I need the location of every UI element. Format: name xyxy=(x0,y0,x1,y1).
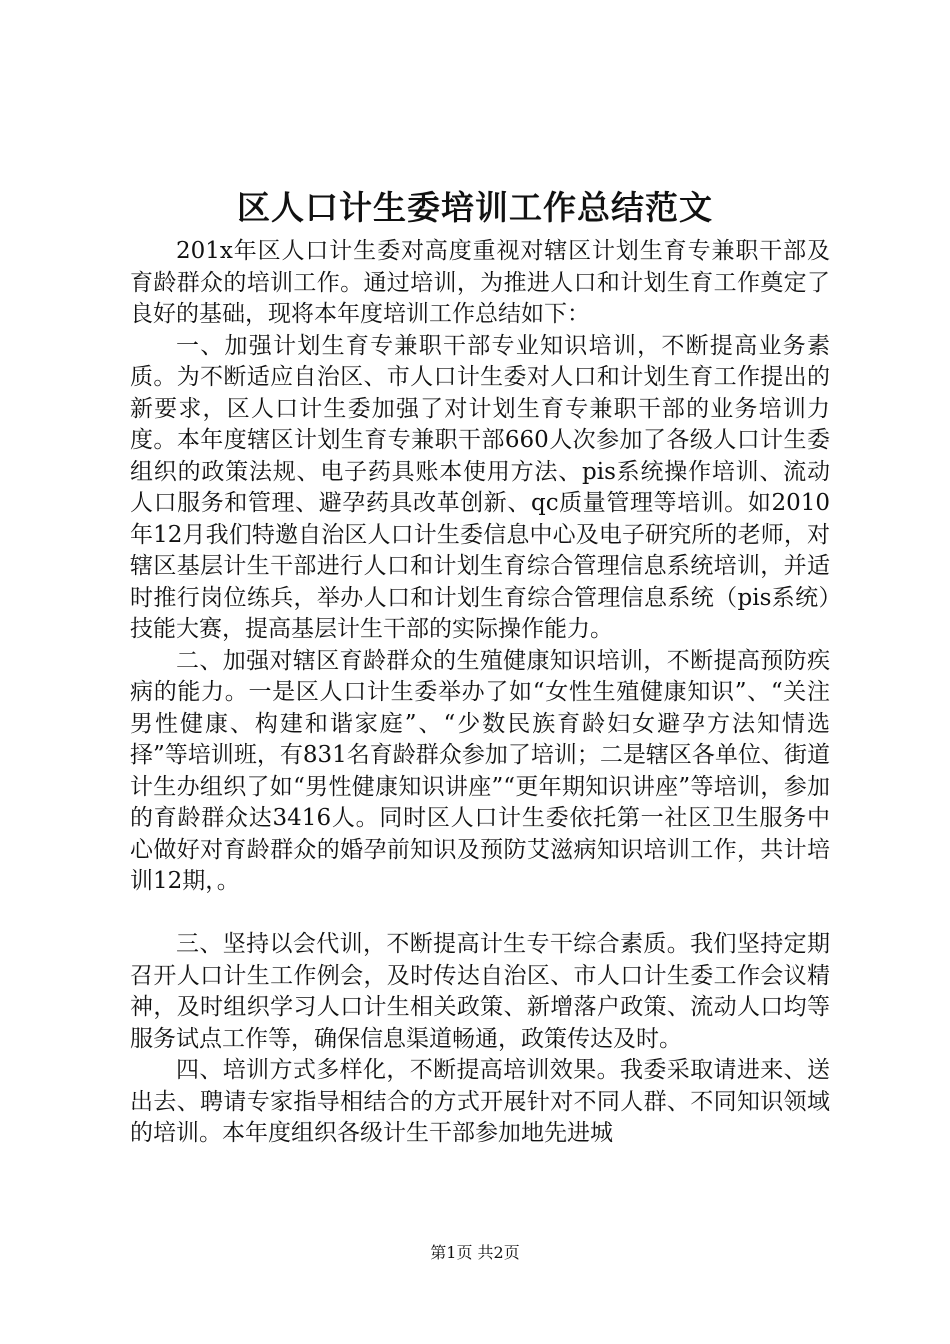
document-title: 区人口计生委培训工作总结范文 xyxy=(237,188,713,227)
paragraph-section-2: 二、加强对辖区育龄群众的生殖健康知识培训，不断提高预防疾病的能力。一是区人口计生委举办了如“女性生殖健康知识”、“关注男性健康、构建和谐家庭”、“少数民族育龄妇女避孕方法知情选择”等培训班，有831名育龄群众参加了培训；二是辖区各单位、街道计生办组织了如“男性健康知识讲座”“更年期知识讲座”等培训，参加的育龄群众达3416人。同时区人口计生委依托第一社区卫生服务中心做好对育龄群众的婚孕前知识及预防艾滋病知识培训工作，共计培训12期，。 xyxy=(130,647,830,894)
paragraph-section-4: 四、培训方式多样化，不断提高培训效果。我委采取请进来、送出去、聘请专家指导相结合的方式开展针对不同人群、不同知识领域的培训。本年度组织各级计生干部参加地先进城 xyxy=(130,1057,830,1146)
page-footer: 第1页 共2页 xyxy=(430,1243,520,1262)
paragraph-intro: 201x年区人口计生委对高度重视对辖区计划生育专兼职干部及育龄群众的培训工作。通过培训，为推进人口和计划生育工作奠定了良好的基础，现将本年度培训工作总结如下： xyxy=(130,238,830,327)
paragraph-section-1: 一、加强计划生育专兼职干部专业知识培训，不断提高业务素质。为不断适应自治区、市人口计生委对人口和计划生育工作提出的新要求，区人口计生委加强了对计划生育专兼职干部的业务培训力度。本年度辖区计划生育专兼职干部660人次参加了各级人口计生委组织的政策法规、电子药具账本使用方法、pis系统操作培训、流动人口服务和管理、避孕药具改革创新、qc质量管理等培训。如2010年12月我们特邀自治区人口计生委信息中心及电子研究所的老师，对辖区基层计生干部进行人口和计划生育综合管理信息系统培训，并适时推行岗位练兵，举办人口和计划生育综合管理信息系统（pis系统）技能大赛，提高基层计生干部的实际操作能力。 xyxy=(130,332,830,642)
document-body xyxy=(130,236,830,1150)
paragraph-section-3: 三、坚持以会代训，不断提高计生专干综合素质。我们坚持定期召开人口计生工作例会，及时传达自治区、市人口计生委工作会议精神，及时组织学习人口计生相关政策、新增落户政策、流动人口均等服务试点工作等，确保信息渠道畅通，政策传达及时。 xyxy=(130,931,830,1052)
